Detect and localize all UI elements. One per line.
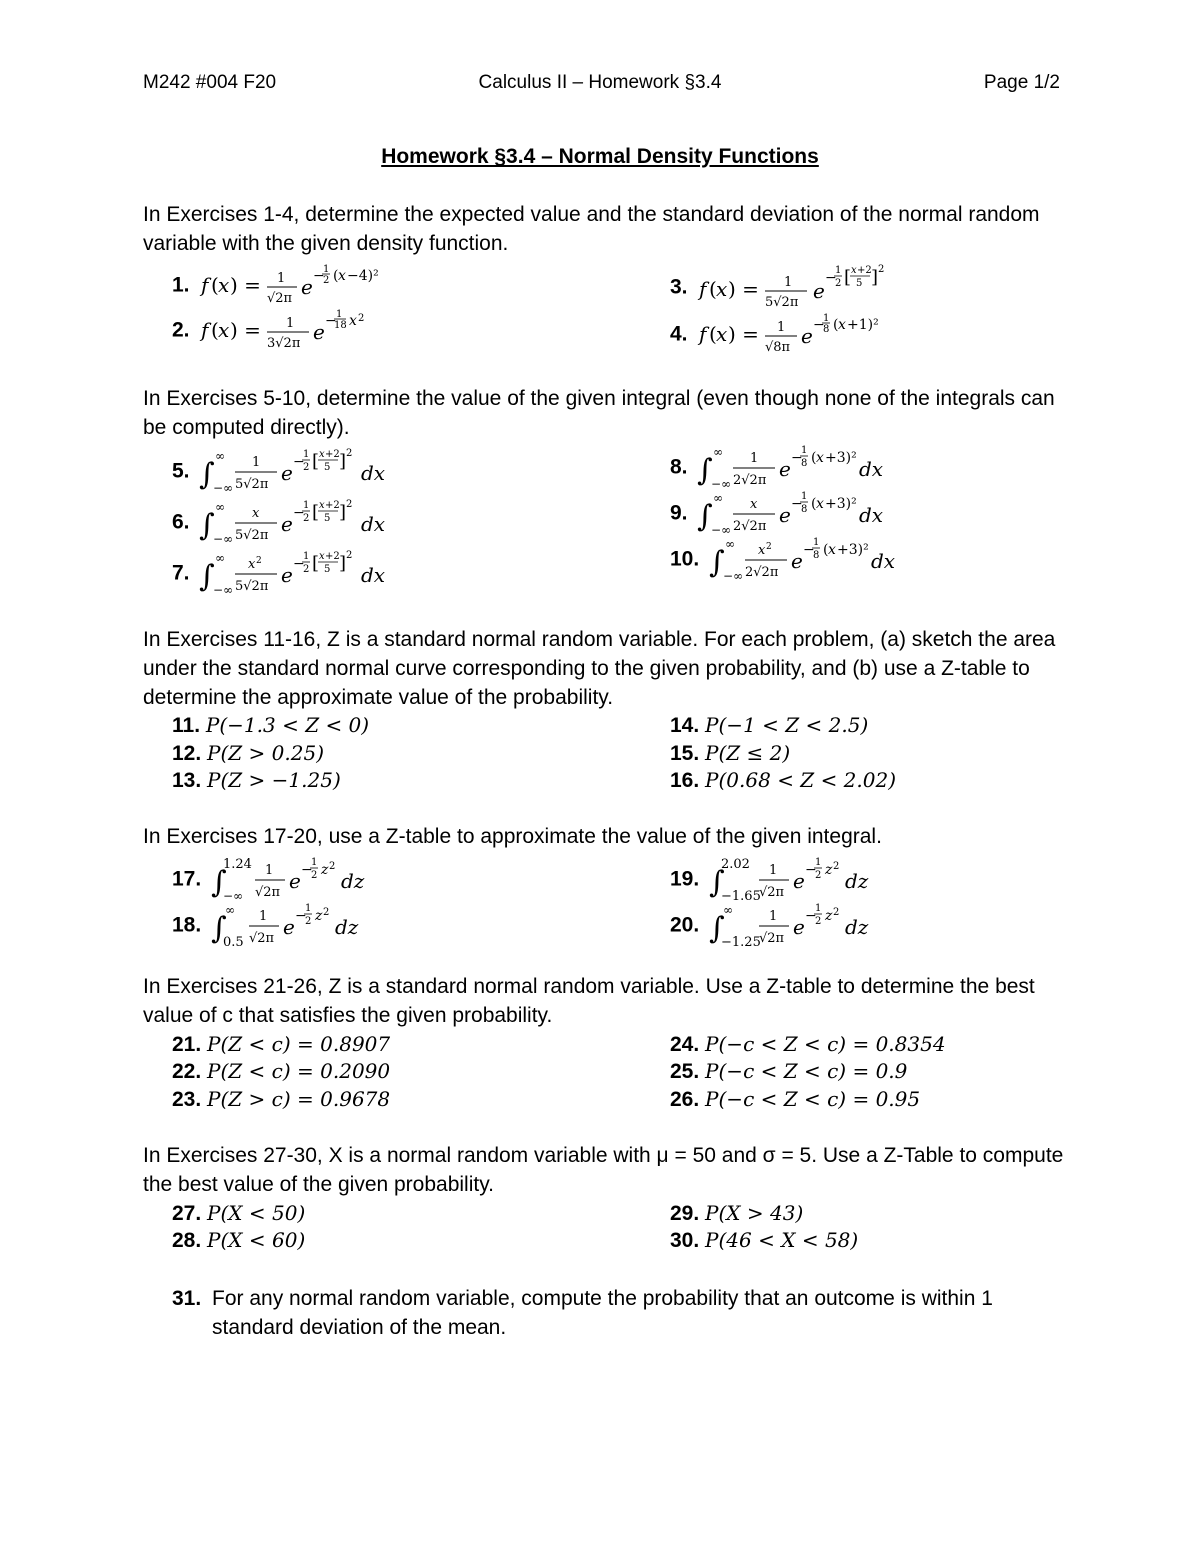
- svg-text:5√2π: 5√2π: [235, 528, 269, 543]
- svg-text:x: x: [319, 551, 325, 562]
- exercise-number: 11.: [172, 714, 201, 737]
- exercise-expression: P(Z ≤ 2): [705, 741, 791, 765]
- svg-text:2: 2: [815, 916, 822, 927]
- svg-text:1: 1: [769, 863, 778, 878]
- exercise-23: [172, 1086, 390, 1113]
- exercise-15: [670, 740, 790, 767]
- exercise-number: 2.: [172, 318, 190, 342]
- svg-text:√2π: √2π: [759, 931, 785, 946]
- svg-text:(: (: [811, 450, 817, 466]
- svg-text:x: x: [816, 496, 825, 512]
- svg-text:2: 2: [323, 275, 330, 286]
- svg-text:2: 2: [303, 513, 310, 524]
- svg-text:x: x: [252, 506, 260, 521]
- svg-text:2: 2: [878, 264, 885, 275]
- svg-text:√2π: √2π: [267, 291, 293, 306]
- svg-text:e: e: [801, 324, 814, 348]
- svg-text:e: e: [813, 279, 826, 303]
- exercise-expression: [693, 262, 953, 314]
- exercise-number: 26.: [670, 1088, 700, 1111]
- svg-text:]: ]: [339, 502, 347, 523]
- exercise-30: [670, 1227, 858, 1254]
- exercise-1: [172, 262, 455, 310]
- exercise-number: 15.: [670, 742, 700, 765]
- exercise-expression: P(Z > 0.25): [207, 741, 325, 765]
- svg-text:(: (: [709, 277, 718, 301]
- exercise-expression: P(X < 50): [207, 1201, 306, 1225]
- svg-text:+2: +2: [325, 551, 341, 562]
- svg-text:(: (: [823, 542, 829, 558]
- svg-text:−∞: −∞: [223, 889, 244, 903]
- exercise-number: 6.: [172, 510, 190, 534]
- svg-text:5: 5: [856, 278, 863, 289]
- exercise-number: 9.: [670, 501, 688, 525]
- svg-text:5√2π: 5√2π: [235, 477, 269, 492]
- exercise-expression: [693, 311, 953, 359]
- svg-text:1: 1: [769, 909, 778, 924]
- svg-text:+2: +2: [325, 500, 341, 511]
- svg-text:−: −: [805, 862, 817, 878]
- svg-text:x: x: [218, 273, 230, 297]
- svg-text:2√2π: 2√2π: [745, 565, 779, 580]
- svg-text:−: −: [293, 505, 306, 521]
- exercise-expression: P(46 < X < 58): [705, 1228, 859, 1252]
- svg-text:5: 5: [324, 513, 331, 524]
- svg-text:2: 2: [303, 462, 310, 473]
- svg-text:−: −: [803, 542, 815, 558]
- exercise-number: 1.: [172, 273, 190, 297]
- svg-text:1: 1: [311, 857, 318, 868]
- svg-text:1: 1: [259, 909, 268, 924]
- exercise-expression: P(Z > −1.25): [207, 768, 341, 792]
- exercise-number: 8.: [670, 455, 688, 479]
- svg-text:1: 1: [252, 455, 261, 470]
- svg-text:(: (: [333, 268, 339, 284]
- svg-text:−: −: [295, 908, 307, 924]
- svg-text:8: 8: [801, 458, 808, 469]
- svg-text:dz: dz: [845, 869, 869, 893]
- exercise-number: 29.: [670, 1202, 700, 1225]
- svg-text:1: 1: [750, 451, 759, 466]
- svg-text:x: x: [828, 542, 836, 558]
- svg-text:−: −: [813, 317, 826, 333]
- svg-text:e: e: [793, 915, 805, 939]
- svg-text:+2: +2: [857, 265, 873, 276]
- header-page: Page 1/2: [983, 72, 1060, 93]
- svg-text:x: x: [851, 265, 857, 276]
- svg-text:−1.65: −1.65: [721, 889, 761, 904]
- svg-text:) =: ) =: [728, 277, 760, 301]
- svg-text:1: 1: [265, 863, 274, 878]
- svg-text:f: f: [201, 273, 209, 297]
- svg-text:dx: dx: [859, 457, 884, 481]
- svg-text:]: ]: [339, 553, 347, 574]
- svg-text:−∞: −∞: [711, 523, 732, 537]
- svg-text:x: x: [816, 450, 825, 466]
- exercise-31-number: 31.: [172, 1287, 202, 1310]
- svg-text:) =: ) =: [728, 322, 760, 346]
- exercise-expression: P(−1 < Z < 2.5): [705, 713, 869, 737]
- svg-text:8: 8: [823, 324, 830, 335]
- exercise-number: 21.: [172, 1033, 202, 1056]
- exercise-14: [670, 712, 868, 739]
- svg-text:1: 1: [813, 537, 820, 548]
- svg-text:e: e: [281, 461, 294, 485]
- svg-text:e: e: [301, 275, 314, 299]
- svg-text:−∞: −∞: [213, 481, 234, 495]
- svg-text:1: 1: [323, 264, 330, 275]
- svg-text:e: e: [779, 503, 792, 527]
- exercise-expression: [195, 262, 455, 310]
- svg-text:2: 2: [323, 907, 330, 918]
- exercise-number: 27.: [172, 1202, 202, 1225]
- svg-text:1: 1: [305, 903, 312, 914]
- exercise-16: [670, 767, 896, 794]
- svg-text:1: 1: [303, 551, 310, 562]
- exercise-expression: P(−c < Z < c) = 0.9: [705, 1059, 908, 1083]
- svg-text:2: 2: [346, 550, 353, 561]
- exercise-expression: P(Z > c) = 0.9678: [207, 1087, 391, 1111]
- svg-text:x: x: [750, 497, 758, 512]
- section-3-intro: In Exercises 11-16, Z is a standard normal random variable. For each problem, (a) sketch the area under the standard normal curve corresponding to the given probability, and (b) use a Z-table to determine the approximate value of the probability.: [143, 628, 1056, 709]
- exercise-number: 17.: [172, 867, 202, 891]
- exercise-number: 19.: [670, 867, 700, 891]
- svg-text:∞: ∞: [215, 551, 226, 565]
- svg-text:∞: ∞: [215, 500, 226, 514]
- svg-text:e: e: [791, 549, 803, 573]
- svg-text:1: 1: [823, 313, 830, 324]
- exercise-expression: [195, 307, 455, 355]
- svg-text:−1.25: −1.25: [721, 935, 761, 950]
- svg-text:+1)²: +1)²: [847, 317, 880, 333]
- exercise-number: 12.: [172, 742, 202, 765]
- svg-text:−: −: [301, 862, 313, 878]
- exercise-number: 10.: [670, 547, 700, 571]
- exercise-number: 25.: [670, 1060, 700, 1083]
- svg-text:x: x: [716, 322, 728, 346]
- svg-text:∞: ∞: [225, 903, 236, 917]
- exercise-3: [670, 262, 953, 314]
- exercise-expression: [195, 444, 475, 500]
- exercise-31-text: For any normal random variable, compute the probability that an outcome is within 1 standard deviation of the mean.: [212, 1287, 993, 1339]
- exercise-21: [172, 1031, 390, 1058]
- svg-text:e: e: [281, 563, 294, 587]
- section-2-intro: In Exercises 5-10, determine the value of the given integral (even though none of the integrals can be computed directly).: [143, 387, 1055, 439]
- svg-text:+3)²: +3)²: [825, 496, 858, 512]
- svg-text:x: x: [349, 313, 358, 329]
- exercise-number: 24.: [670, 1033, 700, 1056]
- svg-text:2: 2: [311, 870, 318, 881]
- svg-text:z: z: [321, 862, 329, 878]
- svg-text:−∞: −∞: [723, 569, 744, 583]
- svg-text:e: e: [289, 869, 301, 893]
- svg-text:0.5: 0.5: [223, 935, 244, 950]
- exercise-expression: [195, 495, 475, 551]
- svg-text:+2: +2: [325, 449, 341, 460]
- svg-text:∞: ∞: [713, 491, 724, 505]
- exercise-29: [670, 1200, 803, 1227]
- exercise-28: [172, 1227, 305, 1254]
- exercise-24: [670, 1031, 946, 1058]
- page-title: Homework §3.4 – Normal Density Functions: [381, 145, 819, 168]
- exercise-expression: P(Z < c) = 0.2090: [207, 1059, 391, 1083]
- svg-text:x: x: [758, 543, 766, 558]
- svg-text:1: 1: [777, 320, 786, 335]
- svg-text:[: [: [844, 267, 852, 288]
- svg-text:dx: dx: [361, 461, 386, 485]
- svg-text:2: 2: [256, 556, 263, 566]
- svg-text:+3)²: +3)²: [837, 542, 869, 558]
- exercise-11: [172, 712, 369, 739]
- svg-text:∫: ∫: [697, 453, 713, 488]
- exercise-expression: [195, 546, 475, 602]
- svg-text:f: f: [699, 322, 707, 346]
- svg-text:1: 1: [303, 500, 310, 511]
- exercise-number: 5.: [172, 459, 190, 483]
- section-5-intro: In Exercises 21-26, Z is a standard normal random variable. Use a Z-table to determine the best value of c that satisfies the given probability.: [143, 975, 1035, 1027]
- svg-text:∫: ∫: [709, 911, 725, 946]
- svg-text:3√2π: 3√2π: [267, 336, 301, 351]
- exercise-number: 14.: [670, 714, 700, 737]
- exercise-number: 7.: [172, 561, 190, 585]
- svg-text:[: [: [312, 451, 320, 472]
- svg-text:) =: ) =: [230, 273, 262, 297]
- svg-text:−: −: [791, 496, 804, 512]
- svg-text:−: −: [325, 313, 338, 329]
- exercise-7: [172, 546, 475, 602]
- section-4-intro: In Exercises 17-20, use a Z-table to approximate the value of the given integral.: [143, 825, 882, 848]
- svg-text:√2π: √2π: [255, 885, 281, 900]
- svg-text:2: 2: [766, 542, 772, 552]
- svg-text:−4)²: −4)²: [347, 268, 380, 284]
- svg-text:1: 1: [336, 309, 343, 320]
- svg-text:1: 1: [784, 275, 793, 290]
- exercise-expression: P(X > 43): [705, 1201, 804, 1225]
- svg-text:∫: ∫: [709, 545, 725, 580]
- svg-text:1: 1: [815, 903, 822, 914]
- svg-text:x: x: [248, 557, 256, 572]
- exercise-number: 28.: [172, 1229, 202, 1252]
- svg-text:dx: dx: [859, 503, 884, 527]
- svg-text:e: e: [283, 915, 295, 939]
- exercise-expression: [705, 898, 925, 954]
- svg-text:√8π: √8π: [765, 340, 791, 355]
- svg-text:x: x: [716, 277, 728, 301]
- header-course: M242 #004 F20: [143, 72, 277, 93]
- header-title: Calculus II – Homework §3.4: [478, 72, 722, 93]
- svg-text:z: z: [315, 908, 323, 924]
- exercise-expression: [705, 532, 985, 588]
- svg-text:1: 1: [815, 857, 822, 868]
- exercise-20: [670, 898, 925, 954]
- svg-text:∞: ∞: [725, 537, 736, 551]
- svg-text:∫: ∫: [697, 499, 713, 534]
- svg-text:∫: ∫: [709, 865, 725, 900]
- svg-text:e: e: [313, 320, 326, 344]
- exercise-number: 16.: [670, 769, 700, 792]
- svg-text:8: 8: [801, 504, 808, 515]
- exercise-number: 23.: [172, 1088, 202, 1111]
- svg-text:dz: dz: [341, 869, 365, 893]
- svg-text:x: x: [838, 317, 847, 333]
- exercise-number: 30.: [670, 1229, 700, 1252]
- svg-text:1: 1: [303, 449, 310, 460]
- svg-text:e: e: [779, 457, 792, 481]
- exercise-expression: P(Z < c) = 0.8907: [207, 1032, 391, 1056]
- svg-text:5: 5: [324, 462, 331, 473]
- exercise-10: [670, 532, 985, 588]
- svg-text:2√2π: 2√2π: [733, 519, 767, 534]
- svg-text:2: 2: [346, 499, 353, 510]
- svg-text:(: (: [811, 496, 817, 512]
- svg-text:8: 8: [813, 550, 820, 561]
- exercise-4: [670, 311, 953, 359]
- svg-text:2: 2: [835, 278, 842, 289]
- svg-text:dx: dx: [361, 563, 386, 587]
- svg-text:1: 1: [286, 316, 295, 331]
- exercise-2: [172, 307, 455, 355]
- exercise-26: [670, 1086, 920, 1113]
- svg-text:−: −: [825, 270, 838, 286]
- svg-text:−: −: [791, 450, 804, 466]
- svg-text:]: ]: [339, 451, 347, 472]
- svg-text:1: 1: [277, 271, 286, 286]
- svg-text:2: 2: [346, 448, 353, 459]
- exercise-18: [172, 898, 427, 954]
- exercise-13: [172, 767, 341, 794]
- svg-text:2: 2: [303, 564, 310, 575]
- svg-text:x: x: [319, 449, 325, 460]
- exercise-expression: P(−c < Z < c) = 0.95: [705, 1087, 921, 1111]
- svg-text:5√2π: 5√2π: [235, 579, 269, 594]
- svg-text:∫: ∫: [199, 559, 215, 594]
- svg-text:−∞: −∞: [711, 477, 732, 491]
- svg-text:2: 2: [305, 916, 312, 927]
- svg-text:1.24: 1.24: [223, 857, 252, 872]
- svg-text:5√2π: 5√2π: [765, 295, 799, 310]
- exercise-number: 13.: [172, 769, 202, 792]
- exercise-number: 18.: [172, 913, 202, 937]
- exercise-expression: P(−c < Z < c) = 0.8354: [705, 1032, 946, 1056]
- svg-text:2: 2: [833, 861, 840, 872]
- svg-text:2: 2: [358, 313, 365, 324]
- exercise-number: 3.: [670, 275, 688, 299]
- svg-text:[: [: [312, 502, 320, 523]
- svg-text:∞: ∞: [713, 445, 724, 459]
- svg-text:√2π: √2π: [759, 885, 785, 900]
- svg-text:f: f: [699, 277, 707, 301]
- svg-text:dx: dx: [871, 549, 896, 573]
- exercise-22: [172, 1058, 390, 1085]
- exercise-number: 20.: [670, 913, 700, 937]
- svg-text:1: 1: [835, 265, 842, 276]
- svg-text:−∞: −∞: [213, 583, 234, 597]
- svg-text:f: f: [201, 318, 209, 342]
- svg-text:5: 5: [324, 564, 331, 575]
- exercise-12: [172, 740, 324, 767]
- svg-text:2: 2: [833, 907, 840, 918]
- svg-text:z: z: [825, 862, 833, 878]
- svg-text:[: [: [312, 553, 320, 574]
- svg-text:1: 1: [801, 491, 808, 502]
- svg-text:e: e: [281, 512, 294, 536]
- svg-text:18: 18: [334, 320, 348, 331]
- svg-text:e: e: [793, 869, 805, 893]
- svg-text:(: (: [211, 273, 220, 297]
- svg-text:) =: ) =: [230, 318, 262, 342]
- svg-text:∞: ∞: [215, 449, 226, 463]
- exercise-number: 22.: [172, 1060, 202, 1083]
- svg-text:x: x: [218, 318, 230, 342]
- exercise-expression: P(0.68 < Z < 2.02): [705, 768, 897, 792]
- svg-text:dz: dz: [845, 915, 869, 939]
- svg-text:2: 2: [815, 870, 822, 881]
- svg-text:+3)²: +3)²: [825, 450, 858, 466]
- svg-text:x: x: [338, 268, 347, 284]
- svg-text:dx: dx: [361, 512, 386, 536]
- svg-text:∫: ∫: [199, 508, 215, 543]
- svg-text:z: z: [825, 908, 833, 924]
- svg-text:−: −: [293, 556, 306, 572]
- section-6-intro: In Exercises 27-30, X is a normal random variable with μ = 50 and σ = 5. Use a Z-Table to compute the best value of the given probability.: [143, 1144, 1064, 1196]
- svg-text:√2π: √2π: [249, 931, 275, 946]
- svg-text:1: 1: [801, 445, 808, 456]
- svg-text:(: (: [833, 317, 839, 333]
- exercise-number: 4.: [670, 322, 688, 346]
- svg-text:(: (: [211, 318, 220, 342]
- svg-text:2√2π: 2√2π: [733, 473, 767, 488]
- section-1-intro: In Exercises 1-4, determine the expected value and the standard deviation of the normal random variable with the given density function.: [143, 203, 1040, 255]
- svg-text:]: ]: [871, 267, 879, 288]
- exercise-expression: [207, 898, 427, 954]
- exercise-6: [172, 495, 475, 551]
- svg-text:∞: ∞: [723, 903, 734, 917]
- svg-text:2: 2: [329, 861, 336, 872]
- svg-text:−: −: [293, 454, 306, 470]
- svg-text:−: −: [313, 268, 326, 284]
- svg-text:∫: ∫: [211, 911, 227, 946]
- exercise-expression: P(−1.3 < Z < 0): [205, 713, 370, 737]
- svg-text:−∞: −∞: [213, 532, 234, 546]
- svg-text:∫: ∫: [199, 457, 215, 492]
- svg-text:(: (: [709, 322, 718, 346]
- exercise-27: [172, 1200, 305, 1227]
- svg-text:x: x: [319, 500, 325, 511]
- svg-text:2.02: 2.02: [721, 857, 750, 872]
- exercise-expression: P(X < 60): [207, 1228, 306, 1252]
- svg-text:−: −: [805, 908, 817, 924]
- exercise-5: [172, 444, 475, 500]
- svg-text:dz: dz: [335, 915, 359, 939]
- exercise-25: [670, 1058, 907, 1085]
- svg-text:∫: ∫: [211, 865, 227, 900]
